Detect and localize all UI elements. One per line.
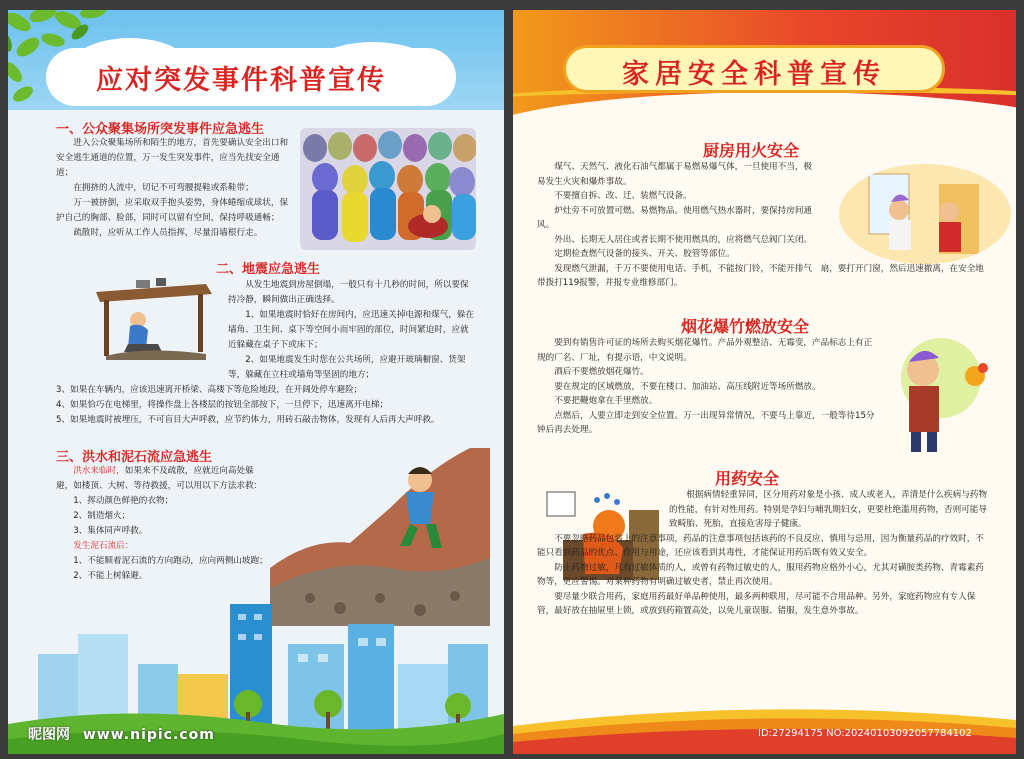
paragraph: 在拥挤的人流中，切记不可弯腰提鞋或系鞋带；	[73, 183, 254, 193]
paragraph: 酒后不要燃放烟花爆竹。	[554, 367, 649, 377]
section-heading-medicine: 用药安全	[715, 469, 780, 488]
section-heading-flood: 三、洪水和泥石流应急逃生	[56, 450, 213, 465]
section-heading-crowd: 一、公众聚集场所突发事件应急逃生	[56, 122, 265, 137]
section-body-kitchen	[537, 160, 987, 291]
crowd-illustration	[300, 128, 476, 250]
paragraph: 疏散时，应听从工作人员指挥，尽量沿墙根行走。	[73, 228, 263, 238]
paragraph: 根据病情轻重异同，区分用药对象是小孩、成人或老人，弄清是什么疾病与药物的性能，有针对性用药。特别是孕妇与哺乳期妇女，更要杜绝滥用药物，否则可能导致畸胎、死胎，直接危害母子健康。	[669, 490, 987, 529]
mudslide-label: 发生泥石流后：	[73, 541, 134, 551]
paragraph: 煤气、天然气、液化石油气都属于易燃易爆气体，一旦使用不当，极易发生火灾和爆炸事故。	[537, 162, 813, 187]
section-body-fireworks	[537, 336, 877, 438]
section-heading-earthquake: 二、地震应急逃生	[216, 262, 321, 277]
section-heading-fireworks: 烟花爆竹燃放安全	[681, 317, 810, 336]
page-title: 家居安全科普宣传	[622, 59, 886, 90]
paragraph: 外出、长期无人居住或者长期不使用燃具的，应将燃气总阀门关闭。	[554, 234, 813, 245]
paragraph: 要到有销售许可证的场所去购买烟花爆竹。产品外观整洁、无霉变，产品标志上有正规的厂名、厂址，有提示语，中文说明。	[537, 338, 873, 363]
list-item: 2、制造烟火；	[73, 511, 131, 521]
footer-wave	[513, 696, 1016, 754]
fireworks-illustration	[871, 328, 1013, 458]
paragraph: 从发生地震到房屋倒塌，一般只有十几秒的时间，所以要保持冷静，瞬间做出正确选择。	[228, 280, 469, 305]
paragraph: 不要忽略药品包装上的注意事项，药品的注意事项包括该药的不良反应、慎用与忌用，因为衡量药品的疗效时，不能只看到药品的优点、作用与用途，还应该看到其毒性，才能保证用药后既有效又安全。	[537, 533, 984, 558]
paragraph: 万一被挤倒，应采取双手抱头姿势，身体蜷缩成球状，保护自己的胸部、脸部，同时可以留有空间，保持呼吸通畅；	[56, 198, 289, 223]
paragraph: 定期检查燃气设备的接头、开关、胶管等部位。	[554, 249, 735, 259]
right-poster	[513, 10, 1016, 754]
paragraph: 防止药物过敏，凡有过敏体质的人，或曾有药物过敏史的人，服用药物应格外小心，尤其对磺胺类药物、青霉素药物等，更应警惕。对某种药物有明确过敏史者，禁止再次使用。	[537, 562, 984, 587]
paragraph: 3、如果在车辆内，应该迅速离开桥梁、高楼下等危险地段，在开阔处停车避险；	[56, 385, 363, 395]
paragraph: 炉灶旁不可放置可燃、易燃物品。使用燃气热水器时，要保持房间通风。	[537, 205, 813, 230]
watermark-logo: 昵图网	[28, 727, 70, 743]
list-item: 2、不能上树躲避。	[73, 571, 148, 581]
paragraph: 4、如果恰巧在电梯里，将操作盘上各楼层的按钮全部按下，一旦停下，迅速离开电梯；	[56, 400, 389, 410]
watermark-url: www.nipic.com	[82, 727, 215, 743]
list-item: 3、集体同声呼救。	[73, 526, 148, 536]
section-body-earthquake	[56, 278, 476, 428]
paragraph: 不要把鞭炮拿在手里燃放。	[554, 396, 658, 406]
left-poster	[8, 10, 504, 754]
paragraph: 2、如果地震发生时您在公共场所，应避开玻璃橱窗、货架等，躲藏在立柱或墙角等坚固的地方；	[228, 355, 466, 380]
flood-label: 洪水来临时，	[73, 466, 125, 476]
paragraph: 点燃后，人要立即走到安全位置。万一出现异常情况，不要马上靠近，一般等待15分钟后再去处理。	[537, 410, 875, 435]
paragraph: 1、如果地震时恰好在房间内，应迅速关掉电源和煤气，躲在墙角、卫生间、桌下等空间小而牢固的部位，时间紧迫时，应就近躲藏在桌子下或床下；	[228, 310, 475, 350]
section-body-flood	[56, 464, 268, 584]
paragraph: 发现燃气泄漏，千万不要使用电话、手机，不能按门铃，不能开排气 扇，要打开门窗，然后迅速撤离，在安全地带拨打119报警，并报专业维修部门。	[537, 263, 984, 288]
paragraph: 要尽量少联合用药，家庭用药最好单品种使用，最多两种联用，尽可能不合用品种。另外，家庭药物应有专人保管，最好放在抽屉里上锁，或放到药箱置高处，以免儿童误服、错服，发生意外事故。	[537, 591, 976, 616]
list-item: 1、不能顺着泥石流的方向跑动，应向两侧山坡跑；	[73, 556, 268, 566]
paragraph: 进入公众聚集场所和陌生的地方，首先要确认安全出口和安全逃生通道的位置，万一发生突发事件，应当先找安全通道；	[56, 138, 289, 178]
section-body-crowd	[56, 136, 292, 241]
image-id-text: ID:27294175 NO:20240103092057784102	[758, 728, 972, 739]
paragraph: 5、如果地震时被埋压，不可盲目大声呼救，应节约体力，用砖石敲击物体，发现有人后再大声呼救。	[56, 415, 440, 425]
paragraph: 不要擅自拆、改、迁、装燃气设备。	[554, 191, 692, 201]
watermark	[28, 724, 215, 744]
section-heading-kitchen: 厨房用火安全	[703, 141, 800, 160]
paragraph: 如果来不及疏散，应就近向高处躲避，如楼顶、大树、等待救援，可以用以下方法求救：	[56, 466, 263, 491]
page-title: 应对突发事件科普宣传	[96, 65, 386, 96]
paragraph: 要在规定的区域燃放，不要在楼口、加油站、高压线附近等场所燃放。	[554, 381, 821, 392]
list-item: 1、挥动颜色鲜艳的衣物；	[73, 496, 174, 506]
section-body-medicine	[537, 488, 989, 619]
